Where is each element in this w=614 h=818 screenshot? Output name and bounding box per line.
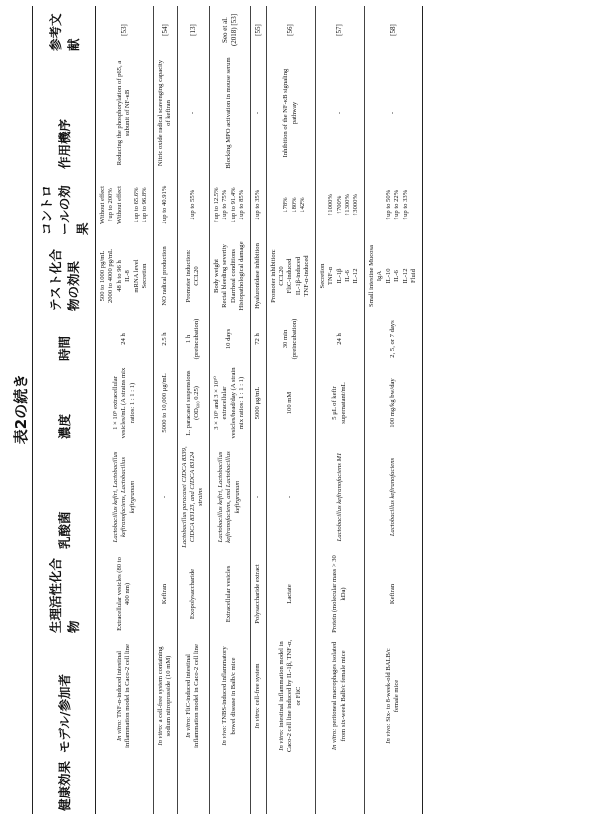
test-item: IL-6 bbox=[344, 270, 352, 282]
table-body bbox=[96, 6, 423, 814]
control-item: ↑up to 200% bbox=[107, 188, 115, 222]
control-item: ↓up to 75% bbox=[221, 189, 229, 221]
test-item: 48 h to 96 h bbox=[115, 260, 123, 292]
header-model: モデル/参加者 bbox=[33, 636, 96, 756]
cell-lab: - bbox=[250, 442, 266, 552]
control-item: ↑700% bbox=[335, 195, 343, 215]
cell-lab: Lactobacillus kefiranofaciens M1 bbox=[315, 442, 364, 552]
model-prefix: In vitro: bbox=[184, 716, 192, 738]
table-row bbox=[364, 6, 422, 814]
cell-conc: 100 mM bbox=[266, 364, 315, 442]
cell-test bbox=[177, 238, 209, 314]
control-item bbox=[410, 175, 418, 235]
cell-model bbox=[96, 636, 154, 756]
control-item: ↑1000% bbox=[327, 194, 335, 216]
model-prefix: In vitro: bbox=[115, 719, 123, 742]
control-item: ↑up to 33% bbox=[401, 189, 409, 221]
test-item: IgA bbox=[376, 270, 384, 282]
cell-compound: Protein (molecular mass > 30 kDa) bbox=[315, 552, 364, 636]
cell-conc: 3 × 10⁹ and 3 × 10¹⁰ extracellular vesicles/head/day (A strain mix ratios: 1 : 1 : 1) bbox=[209, 364, 250, 442]
model-prefix: In vitro: bbox=[331, 728, 339, 751]
header-ref: 参考文献 bbox=[33, 6, 96, 54]
cell-conc: 5000 to 10,000 μg/mL bbox=[153, 364, 177, 442]
cell-time: 30 min (preincubation) bbox=[266, 314, 315, 364]
test-item: Histopathological damage bbox=[238, 241, 246, 311]
cell-compound: Extracellular vesicles bbox=[209, 552, 250, 636]
cell-test bbox=[209, 238, 250, 314]
test-item: Rectal bleeding severity bbox=[221, 244, 229, 308]
cell-effect bbox=[153, 756, 177, 814]
header-control: コントロールの効果 bbox=[33, 172, 96, 238]
cell-control bbox=[315, 172, 364, 238]
test-item: Hyaluronidase inhibition bbox=[253, 243, 261, 309]
cell-mech: Nitric oxide radical scavenging capacity of kefiran bbox=[153, 54, 177, 172]
cell-effect bbox=[209, 756, 250, 814]
test-item: Promoter inhibition: CCL20 bbox=[269, 249, 285, 303]
test-item: IL-10 bbox=[384, 268, 392, 284]
cell-ref: [53] bbox=[96, 6, 154, 54]
cell-time: 1 h (preincubation) bbox=[177, 314, 209, 364]
control-item: ↓up to 35% bbox=[253, 189, 261, 221]
cell-effect bbox=[315, 756, 364, 814]
test-item: TNF-α-induced bbox=[303, 255, 311, 297]
control-item: ↓up to 91.4% bbox=[229, 187, 237, 223]
cell-test bbox=[266, 238, 315, 314]
cell-control bbox=[153, 172, 177, 238]
cell-ref: [56] bbox=[266, 6, 315, 54]
cell-ref: [57] bbox=[315, 6, 364, 54]
control-item: ↑3000% bbox=[352, 194, 360, 216]
table-row bbox=[177, 6, 209, 814]
cell-time: 10 days bbox=[209, 314, 250, 364]
test-item: IL-12 bbox=[352, 268, 360, 284]
model-prefix: In vivo: bbox=[221, 725, 229, 746]
cell-lab: Lactobacillus kefiri, Lactobacillus kefiranofaciens, Lactobacillus kefirgranum bbox=[96, 442, 154, 552]
cell-model bbox=[177, 636, 209, 756]
cell-time: 2, 5, or 7 days bbox=[364, 314, 422, 364]
table-container bbox=[32, 6, 608, 814]
test-item: IL-8 bbox=[124, 270, 132, 282]
control-item: ↓up to 85% bbox=[238, 189, 246, 221]
model-text: TNBS-induced inflammatory bowel disease in Balb/c mice bbox=[221, 646, 237, 735]
model-text: FliC-induced intestinal inflammation model in Caco-2 cell line bbox=[184, 644, 201, 748]
model-prefix: In vitro: bbox=[277, 729, 285, 751]
header-test: テスト化合物の効果 bbox=[33, 238, 96, 314]
model-prefix: In vitro: bbox=[156, 724, 164, 746]
cell-time: 72 h bbox=[250, 314, 266, 364]
cell-time: 2.5 h bbox=[153, 314, 177, 364]
cell-control bbox=[250, 172, 266, 238]
cell-conc: 1 × 10⁹ extracellular vesicles/mL (A strains mix ratios: 1 : 1 : 1) bbox=[96, 364, 154, 442]
cell-conc: 100 mg/kg bw/day bbox=[364, 364, 422, 442]
results-table bbox=[32, 6, 423, 814]
control-item: ↑up to 50% bbox=[384, 189, 392, 221]
control-item bbox=[368, 175, 376, 235]
header-mech: 作用機序 bbox=[33, 54, 96, 172]
test-item: FliC-induced bbox=[286, 258, 294, 294]
control-item: ↑1300% bbox=[344, 194, 352, 216]
cell-compound: Polysaccharide extract bbox=[250, 552, 266, 636]
test-item: Diarrheal conditions bbox=[229, 249, 237, 304]
cell-mech: Inhibition of the NF-κB signaling pathway bbox=[266, 54, 315, 172]
cell-test bbox=[96, 238, 154, 314]
cell-lab: Lactobacillus paracasei CIDCA 8339, CIDCA 83123, and CIDCA 83124 strains bbox=[177, 442, 209, 552]
cell-compound: Exopolysaccharide bbox=[177, 552, 209, 636]
cell-ref: [55] bbox=[250, 6, 266, 54]
control-item: Without effect bbox=[99, 186, 106, 224]
cell-effect bbox=[266, 756, 315, 814]
test-item: Body weight bbox=[212, 259, 220, 293]
control-item: ↓up to 65.6% bbox=[132, 187, 140, 223]
header-compound: 生理活性化合物 bbox=[33, 552, 96, 636]
control-item: ↓up to 55% bbox=[188, 189, 196, 221]
model-prefix: In vivo: bbox=[384, 723, 392, 744]
cell-lab: - bbox=[153, 442, 177, 552]
test-item: NO radical production bbox=[160, 246, 168, 306]
control-item: ↓up to 96.8% bbox=[141, 187, 149, 223]
cell-model bbox=[250, 636, 266, 756]
header-conc: 濃度 bbox=[33, 364, 96, 442]
cell-effect bbox=[96, 756, 154, 814]
cell-model bbox=[266, 636, 315, 756]
test-item: Secretion bbox=[141, 263, 149, 289]
control-item bbox=[376, 175, 384, 235]
model-text: TNF-α-induced intestinal inflammation model in Caco-2 cell line bbox=[115, 644, 132, 748]
cell-mech: Reducing the phosphorylation of p65, a subunit of NF-κB bbox=[96, 54, 154, 172]
cell-effect bbox=[364, 756, 422, 814]
test-item: IL-6 bbox=[393, 270, 401, 282]
cell-compound: Lactate bbox=[266, 552, 315, 636]
cell-lab: - bbox=[266, 442, 315, 552]
control-item: ↑up to 22% bbox=[393, 189, 401, 221]
test-item: Fluid bbox=[410, 269, 418, 283]
cell-control bbox=[209, 172, 250, 238]
cell-mech: - bbox=[364, 54, 422, 172]
cell-model bbox=[364, 636, 422, 756]
cell-mech: Blocking MPO activation in mouse serum bbox=[209, 54, 250, 172]
test-item: IL-12 bbox=[401, 268, 409, 284]
control-item: ↓up to 40.91% bbox=[160, 185, 168, 225]
table-row bbox=[96, 6, 154, 814]
cell-mech: - bbox=[250, 54, 266, 172]
cell-control bbox=[364, 172, 422, 238]
test-item: IL-1β-induced bbox=[294, 256, 302, 296]
cell-model bbox=[209, 636, 250, 756]
control-item: ↓42% bbox=[299, 197, 307, 213]
test-item: 500 to 1000 pg/mL bbox=[99, 250, 106, 302]
header-effect: 健康効果 bbox=[33, 756, 96, 814]
cell-compound: Kefiran bbox=[153, 552, 177, 636]
cell-control bbox=[266, 172, 315, 238]
cell-model bbox=[153, 636, 177, 756]
model-text: intestinal inflammation model in Caco-2 cell line induced by IL-1β, TNF-α, or FliC bbox=[277, 639, 302, 753]
model-text: Six- to 8-week-old BALB/c female mice bbox=[384, 648, 401, 722]
model-text: cell-free system bbox=[253, 663, 261, 706]
cell-lab: Lactobacillus kefiranofaciens bbox=[364, 442, 422, 552]
cell-lab: Lactobacillus kefiri, Lactobacillus kefiranofaciens, and Lactobacillus kefirgranum bbox=[209, 442, 250, 552]
test-item: 2000 to 4000 pg/mL bbox=[107, 248, 115, 304]
header-time: 時間 bbox=[33, 314, 96, 364]
cell-compound: Kefiran bbox=[364, 552, 422, 636]
cell-control bbox=[177, 172, 209, 238]
cell-compound: Extracellular vesicles (80 to 400 nm) bbox=[96, 552, 154, 636]
cell-conc: 5 μL of kefir supernatant/mL bbox=[315, 364, 364, 442]
test-item: Promoter induction: CCL20 bbox=[184, 249, 201, 303]
cell-test bbox=[250, 238, 266, 314]
cell-control bbox=[96, 172, 154, 238]
control-item: Without effect bbox=[115, 186, 123, 224]
cell-ref: Seo et al. (2018) [53] bbox=[209, 6, 250, 54]
model-text: peritoneal macrophages isolated from six-week Balb/c female mice bbox=[331, 641, 347, 742]
control-item bbox=[124, 175, 132, 235]
cell-ref: [54] bbox=[153, 6, 177, 54]
model-text: a cell-free system containing sodium nitroprusside (10 mM) bbox=[156, 646, 173, 737]
cell-conc: L. paracasei suspensions (OD₆₀₀ 0.25) bbox=[177, 364, 209, 442]
control-item: ↓80% bbox=[290, 197, 298, 213]
table-row bbox=[250, 6, 266, 814]
cell-test bbox=[315, 238, 364, 314]
control-item: ↑up to 12.5% bbox=[212, 187, 220, 223]
model-prefix: In vitro: bbox=[253, 707, 261, 729]
test-item: Small intestine Mucosa bbox=[367, 245, 375, 307]
test-item: mRNA level bbox=[132, 259, 140, 293]
cell-test bbox=[153, 238, 177, 314]
cell-time: 24 h bbox=[315, 314, 364, 364]
test-item: IL-1β bbox=[335, 268, 343, 284]
test-item: TNF-α bbox=[327, 266, 335, 286]
test-item: Secretion bbox=[318, 263, 326, 289]
control-item bbox=[319, 175, 327, 235]
cell-mech: - bbox=[177, 54, 209, 172]
cell-conc: 5000 μg/mL bbox=[250, 364, 266, 442]
control-item bbox=[274, 175, 282, 235]
cell-time: 24 h bbox=[96, 314, 154, 364]
control-item: ↓78% bbox=[282, 197, 290, 213]
table-row bbox=[209, 6, 250, 814]
cell-effect bbox=[177, 756, 209, 814]
cell-mech: - bbox=[315, 54, 364, 172]
header-lab: 乳酸菌 bbox=[33, 442, 96, 552]
cell-effect bbox=[250, 756, 266, 814]
cell-ref: [58] bbox=[364, 6, 422, 54]
cell-model bbox=[315, 636, 364, 756]
table-title: 表2の続き bbox=[12, 373, 30, 445]
table-row bbox=[315, 6, 364, 814]
table-row bbox=[266, 6, 315, 814]
table-row bbox=[153, 6, 177, 814]
cell-test bbox=[364, 238, 422, 314]
cell-ref: [13] bbox=[177, 6, 209, 54]
header-row bbox=[33, 6, 96, 814]
